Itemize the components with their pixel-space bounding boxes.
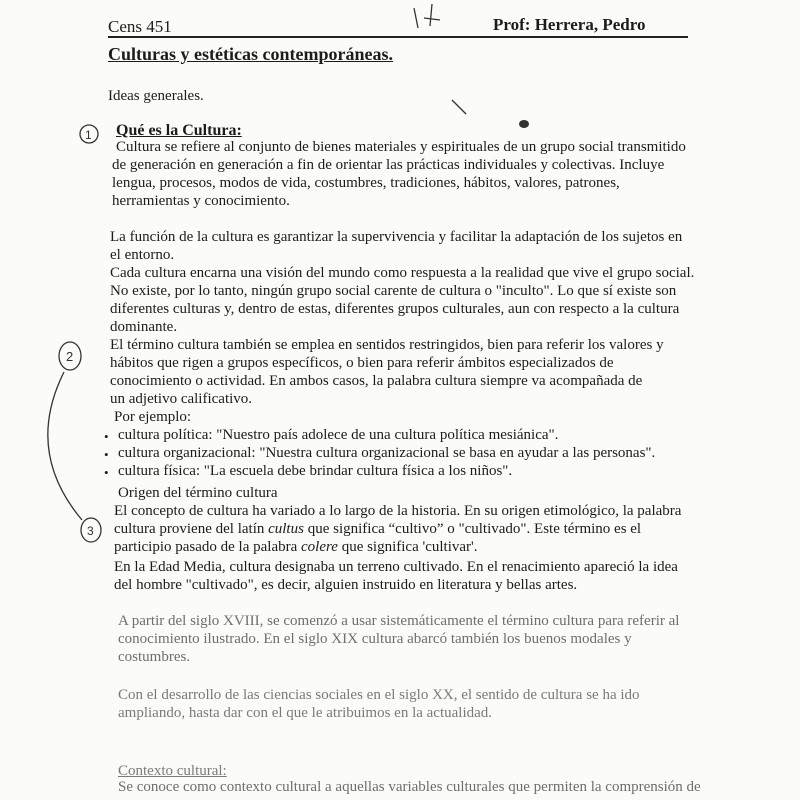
- ink-blot: [519, 120, 529, 128]
- body-line: herramientas y conocimiento.: [112, 193, 290, 209]
- body-line: El término cultura también se emplea en sentidos restringidos, bien para referir los valores y: [110, 337, 664, 353]
- body-line: de generación en generación a fin de orientar las prácticas individuales y colectivas. Incluye: [112, 157, 665, 173]
- body-line: cultura proviene del latín cultus que significa “cultivo” o "cultivado". Este término es el: [114, 521, 642, 537]
- body-line: lengua, procesos, modos de vida, costumbres, tradiciones, hábitos, valores, patrones,: [112, 175, 620, 191]
- faded-line: costumbres.: [118, 649, 191, 665]
- example-item: cultura organizacional: "Nuestra cultura organizacional se basa en ayudar a las personas".: [118, 445, 656, 461]
- margin-number-2: 2: [66, 349, 74, 364]
- body-line: No existe, por lo tanto, ningún grupo social carente de cultura o "inculto". Lo que sí existe son: [110, 283, 677, 299]
- faded-line: conocimiento ilustrado. En el siglo XIX cultura abarcó también los buenos modales y: [118, 631, 632, 647]
- body-line: Cultura se refiere al conjunto de bienes materiales y espirituales de un grupo social transmitido: [116, 139, 686, 155]
- body-line: conocimiento o actividad. En ambos casos, la palabra cultura siempre va acompañada de: [110, 373, 643, 389]
- bullet-icon: •: [104, 465, 109, 480]
- pen-scribble: [414, 4, 440, 28]
- example-item: cultura física: "La escuela debe brindar cultura física a los niños".: [118, 463, 513, 479]
- body-line: Cada cultura encarna una visión del mundo como respuesta a la realidad que vive el grupo social.: [110, 265, 695, 281]
- margin-number-1: 1: [85, 128, 92, 142]
- document-title: Culturas y estéticas contemporáneas.: [108, 44, 393, 64]
- body-line: En la Edad Media, cultura designaba un terreno cultivado. En el renacimiento apareció la idea: [114, 559, 678, 575]
- body-line: dominante.: [110, 319, 178, 335]
- bullet-icon: •: [104, 429, 109, 444]
- context-title: Contexto cultural:: [118, 763, 227, 779]
- body-line: participio pasado de la palabra colere que significa 'cultivar'.: [114, 539, 478, 555]
- body-line: hábitos que rigen a grupos específicos, o bien para referir ámbitos especializados de: [110, 355, 614, 371]
- course-code: Cens 451: [108, 17, 172, 36]
- body-line: del hombre "cultivado", es decir, alguien instruido en literatura y bellas artes.: [114, 577, 578, 593]
- body-line: La función de la cultura es garantizar la supervivencia y facilitar la adaptación de los sujetos en: [110, 229, 683, 245]
- professor-name: Prof: Herrera, Pedro: [493, 15, 646, 34]
- faded-line: ampliando, hasta dar con el que le atribuimos en la actualidad.: [118, 705, 493, 721]
- example-item: cultura política: "Nuestro país adolece de una cultura política mesiánica".: [118, 427, 559, 443]
- body-line: diferentes culturas y, dentro de estas, diferentes grupos culturales, aun con respecto a la cultura: [110, 301, 680, 317]
- body-line: Por ejemplo:: [114, 409, 192, 425]
- margin-number-3: 3: [87, 524, 94, 538]
- faded-line: A partir del siglo XVIII, se comenzó a usar sistemáticamente el término cultura para referir al: [118, 613, 680, 629]
- margin-bracket: [48, 372, 82, 520]
- bullet-icon: •: [104, 447, 109, 462]
- body-line: el entorno.: [110, 247, 175, 263]
- faded-line: Se conoce como contexto cultural a aquellas variables culturales que permiten la comprensión de: [118, 779, 701, 795]
- body-line: un adjetivo calificativo.: [110, 391, 253, 407]
- subtitle: Ideas generales.: [108, 88, 204, 104]
- faded-line: Con el desarrollo de las ciencias sociales en el siglo XX, el sentido de cultura se ha ido: [118, 687, 640, 703]
- origin-heading: Origen del término cultura: [118, 485, 278, 501]
- pen-stroke: [452, 100, 466, 114]
- section-title: Qué es la Cultura:: [116, 122, 242, 139]
- body-line: El concepto de cultura ha variado a lo largo de la historia. En su origen etimológico, la palabra: [114, 503, 682, 519]
